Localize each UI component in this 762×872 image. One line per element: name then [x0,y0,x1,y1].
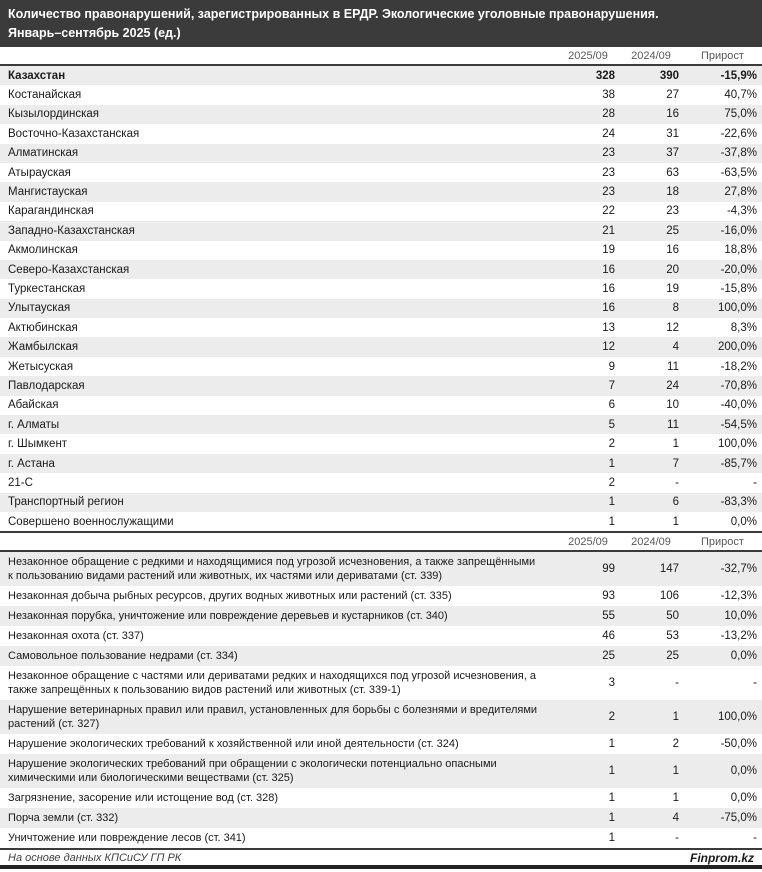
table-row [0,666,762,700]
row-label: Незаконная порубка, уничтожение или повреждение деревьев и кустарников (ст. 340) [8,610,448,623]
cell-growth: -18,2% [720,360,757,373]
table-row [0,473,762,492]
cell-2024-09: 11 [667,418,679,431]
bottom-divider-bar [0,865,762,869]
table-row [0,396,762,415]
cell-2024-09: - [675,476,679,489]
row-label: Транспортный регион [8,496,124,509]
cell-2025-09: 38 [602,89,615,102]
cell-2024-09: 106 [659,590,679,603]
cell-2025-09: 6 [608,399,615,412]
row-label: Уничтожение или повреждение лесов (ст. 341) [8,832,246,845]
row-label: Самовольное пользование недрами (ст. 334) [8,650,238,663]
cell-2025-09: 5 [608,418,615,431]
row-label: Мангистауская [8,186,88,199]
column-header-growth: Прирост [701,535,744,548]
table-row [0,626,762,646]
cell-2025-09: 1 [608,457,615,470]
cell-2024-09: 25 [666,650,679,663]
page-title [0,0,762,47]
row-label: Нарушение ветеринарных правил или правил, установленных для борьбы с болезнями и вредителями растений (ст. 327) [8,704,538,731]
row-label: Северо-Казахстанская [8,263,130,276]
row-label: Жамбылская [8,341,79,354]
table-row [0,85,762,104]
cell-growth: 18,8% [724,244,757,257]
table-row [0,415,762,434]
cell-growth: - [753,832,757,845]
cell-2025-09: 1 [608,765,615,778]
cell-2024-09: 4 [672,341,679,354]
cell-2025-09: 9 [608,360,615,373]
cell-2025-09: 1 [608,515,615,528]
cell-growth: -32,7% [720,563,757,576]
table-row [0,754,762,788]
cell-2025-09: 23 [602,186,615,199]
cell-2025-09: 24 [602,127,615,140]
cell-2025-09: 2 [608,438,615,451]
row-label: г. Алматы [8,418,60,431]
cell-growth: 27,8% [724,186,757,199]
row-label: г. Шымкент [8,438,68,451]
row-label: Незаконная добыча рыбных ресурсов, других водных животных или растений (ст. 335) [8,590,452,603]
row-label: Актюбинская [8,321,78,334]
table-row [0,788,762,808]
table-row [0,512,762,531]
table-row [0,586,762,606]
cell-2025-09: 2 [608,711,615,724]
regions-table [0,66,762,531]
cell-growth: -15,8% [720,282,757,295]
table-row [0,734,762,754]
cell-growth: -63,5% [720,166,757,179]
cell-2025-09: 7 [608,379,615,392]
cell-2025-09: 12 [602,341,615,354]
cell-2025-09: 13 [602,321,615,334]
cell-2025-09: 23 [602,166,615,179]
cell-growth: -20,0% [720,263,757,276]
row-label: Нарушение экологических требований при обращении с экологически потенциально опасными химическими или биологическими веществами (ст. 325) [8,758,497,785]
cell-growth: -54,5% [720,418,757,431]
cell-2025-09: 55 [602,610,615,623]
cell-growth: - [753,476,757,489]
cell-2025-09: 16 [602,302,615,315]
row-label: Павлодарская [8,379,85,392]
cell-2024-09: 8 [672,302,679,315]
table-row [0,299,762,318]
row-label: Кызылординская [8,108,100,121]
cell-2025-09: 1 [608,812,615,825]
cell-2025-09: 22 [602,205,615,218]
cell-growth: 40,7% [724,89,757,102]
cell-2025-09: 1 [608,496,615,509]
cell-2025-09: 328 [595,69,615,82]
cell-2024-09: 20 [666,263,679,276]
cell-growth: -22,6% [720,127,757,140]
table-row [0,144,762,163]
cell-2024-09: - [675,832,679,845]
row-label: Алматинская [8,147,79,160]
row-label: Абайская [8,399,59,412]
cell-2024-09: 16 [666,244,679,257]
title-line-2: Январь–сентябрь 2025 (ед.) [8,26,181,40]
column-header-2025-09: 2025/09 [568,49,608,62]
cell-2025-09: 46 [602,630,615,643]
row-label: Акмолинская [8,244,78,257]
row-label: Загрязнение, засорение или истощение вод (ст. 328) [8,792,278,805]
cell-growth: -37,8% [720,147,757,160]
cell-2025-09: 3 [608,677,615,690]
row-label: Атырауская [8,166,71,179]
row-label: Карагандинская [8,205,94,218]
row-label: г. Астана [8,457,55,470]
table-row [0,66,762,85]
table-row [0,279,762,298]
cell-2025-09: 93 [602,590,615,603]
table-row [0,124,762,143]
cell-growth: 100,0% [717,711,757,724]
cell-growth: 0,0% [730,650,757,663]
cell-2025-09: 99 [602,563,615,576]
cell-2024-09: 1 [672,765,679,778]
cell-2025-09: 21 [602,224,615,237]
cell-2024-09: 7 [672,457,679,470]
cell-2024-09: 390 [659,69,679,82]
row-label: Западно-Казахстанская [8,224,135,237]
cell-2024-09: 11 [667,360,679,373]
cell-2024-09: 16 [666,108,679,121]
cell-growth: -83,3% [720,496,757,509]
column-header-2024-09: 2024/09 [631,535,671,548]
cell-2025-09: 1 [608,832,615,845]
table-row [0,318,762,337]
cell-growth: 0,0% [730,515,757,528]
row-label: Незаконное обращение с частями или дериватами редких и находящихся под угрозой исчезновения, а также запрещённых к пользованию видов растений или животных (ст. 339-1) [8,670,536,697]
cell-2024-09: 24 [666,379,679,392]
cell-growth: 0,0% [730,792,757,805]
cell-2024-09: 31 [666,127,679,140]
cell-growth: -85,7% [720,457,757,470]
cell-growth: -13,2% [720,630,757,643]
cell-2024-09: 25 [666,224,679,237]
cell-2024-09: 10 [666,399,679,412]
row-label: Костанайская [8,89,82,102]
cell-growth: 100,0% [717,302,757,315]
cell-2025-09: 25 [602,650,615,663]
table-row [0,182,762,201]
cell-growth: -75,0% [720,812,757,825]
cell-2025-09: 2 [608,476,615,489]
table-row [0,828,762,848]
table-row [0,606,762,626]
cell-2024-09: 50 [666,610,679,623]
cell-growth: -15,9% [720,69,757,82]
row-label: Незаконная охота (ст. 337) [8,630,144,643]
cell-2024-09: 27 [666,89,679,102]
table-row [0,105,762,124]
cell-growth: - [753,677,757,690]
table-row [0,454,762,473]
cell-2024-09: 53 [666,630,679,643]
row-label: Казахстан [8,69,66,82]
cell-2025-09: 16 [602,263,615,276]
footer [0,848,762,865]
row-label: 21-С [8,476,33,489]
column-header-growth: Прирост [701,49,744,62]
table-row [0,552,762,586]
cell-2024-09: - [675,677,679,690]
row-label: Улытауская [8,302,71,315]
cell-growth: 0,0% [730,765,757,778]
table-row [0,357,762,376]
row-label: Порча земли (ст. 332) [8,812,119,825]
table-row [0,808,762,828]
regions-table-header [0,47,762,66]
title-line-1: Количество правонарушений, зарегистрированных в ЕРДР. Экологические уголовные правонарушения. [8,7,659,21]
row-label: Незаконное обращение с редкими и находящимися под угрозой исчезновения, а также запрещёнными к пользованию видами растений или животных, их частями или дериватами (ст. 339) [8,556,536,583]
cell-2024-09: 4 [672,812,679,825]
table-row [0,646,762,666]
cell-2024-09: 12 [666,321,679,334]
row-label: Туркестанская [8,282,86,295]
cell-2024-09: 37 [666,147,679,160]
cell-2025-09: 28 [602,108,615,121]
cell-2025-09: 16 [602,282,615,295]
cell-2024-09: 1 [672,792,679,805]
cell-2024-09: 6 [672,496,679,509]
table-row [0,434,762,453]
row-label: Жетысуская [8,360,74,373]
row-label: Нарушение экологических требований к хозяйственной или иной деятельности (ст. 324) [8,738,459,751]
cell-2025-09: 19 [602,244,615,257]
cell-2025-09: 23 [602,147,615,160]
cell-growth: -70,8% [720,379,757,392]
column-header-2025-09: 2025/09 [568,535,608,548]
cell-growth: -4,3% [726,205,757,218]
cell-2025-09: 1 [608,792,615,805]
cell-2024-09: 1 [672,438,679,451]
table-row [0,700,762,734]
articles-table-header [0,531,762,552]
table-row [0,163,762,182]
table-row [0,493,762,512]
brand-logo-text: Finprom.kz [689,850,754,865]
cell-growth: 100,0% [717,438,757,451]
data-source-note: На основе данных КПСиСУ ГП РК [8,851,182,864]
cell-growth: -16,0% [720,224,757,237]
cell-2024-09: 18 [666,186,679,199]
table-row [0,376,762,395]
cell-2024-09: 19 [666,282,679,295]
table-row [0,337,762,356]
cell-growth: -12,3% [720,590,757,603]
cell-growth: 8,3% [730,321,757,334]
cell-2025-09: 1 [608,738,615,751]
table-row [0,221,762,240]
table-row [0,202,762,221]
row-label: Совершено военнослужащими [8,515,174,528]
articles-table [0,552,762,848]
column-header-2024-09: 2024/09 [631,49,671,62]
cell-growth: 200,0% [717,341,757,354]
row-label: Восточно-Казахстанская [8,127,140,140]
cell-2024-09: 2 [672,738,679,751]
table-row [0,260,762,279]
table-row [0,241,762,260]
cell-growth: -40,0% [720,399,757,412]
cell-2024-09: 1 [672,515,679,528]
cell-2024-09: 1 [672,711,679,724]
cell-growth: 75,0% [724,108,757,121]
cell-2024-09: 147 [659,563,679,576]
cell-growth: 10,0% [724,610,757,623]
cell-2024-09: 63 [666,166,679,179]
cell-2024-09: 23 [666,205,679,218]
cell-growth: -50,0% [720,738,757,751]
